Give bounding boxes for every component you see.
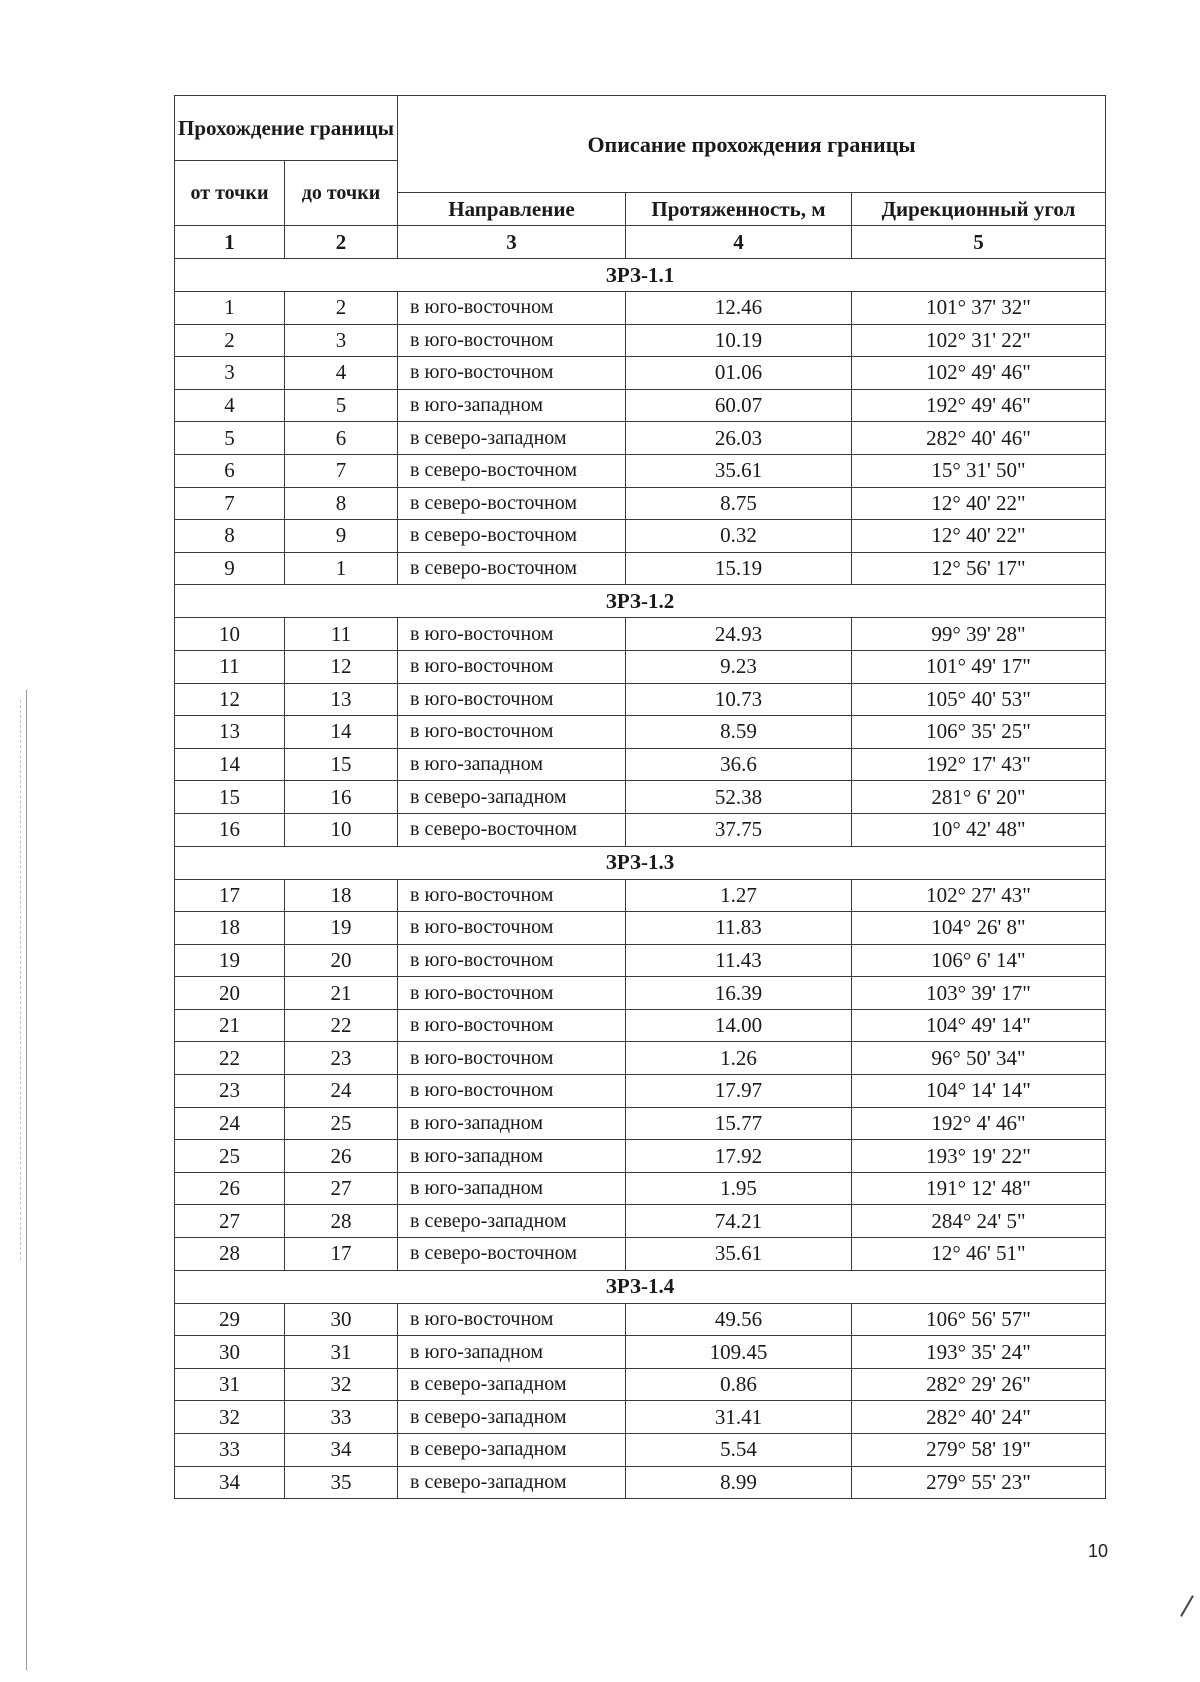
direction-cell: в юго-восточном — [398, 977, 626, 1010]
angle-cell: 284° 24' 5" — [852, 1205, 1106, 1238]
angle-cell: 282° 40' 24" — [852, 1401, 1106, 1434]
point-to-cell: 20 — [285, 944, 398, 977]
angle-cell: 191° 12' 48" — [852, 1172, 1106, 1205]
table-row — [175, 487, 1106, 520]
section-title: ЗРЗ-1.4 — [175, 1270, 1106, 1303]
column-number: 2 — [285, 226, 398, 259]
angle-cell: 12° 46' 51" — [852, 1238, 1106, 1271]
point-to-cell: 30 — [285, 1303, 398, 1336]
direction-cell: в северо-западном — [398, 1434, 626, 1467]
length-cell: 15.19 — [626, 552, 852, 585]
table-row — [175, 944, 1106, 977]
point-to-cell: 33 — [285, 1401, 398, 1434]
angle-cell: 106° 35' 25" — [852, 716, 1106, 749]
direction-cell: в юго-западном — [398, 1336, 626, 1369]
direction-cell: в северо-западном — [398, 1205, 626, 1238]
length-cell: 37.75 — [626, 813, 852, 846]
length-cell: 5.54 — [626, 1434, 852, 1467]
point-from-cell: 14 — [175, 748, 285, 781]
angle-cell: 101° 49' 17" — [852, 650, 1106, 683]
table-row — [175, 1009, 1106, 1042]
direction-cell: в юго-западном — [398, 1172, 626, 1205]
angle-cell: 12° 56' 17" — [852, 552, 1106, 585]
table-row — [175, 357, 1106, 390]
direction-cell: в северо-западном — [398, 422, 626, 455]
header-length: Протяженность, м — [626, 193, 852, 226]
length-cell: 60.07 — [626, 389, 852, 422]
point-to-cell: 17 — [285, 1238, 398, 1271]
table-row — [175, 454, 1106, 487]
point-from-cell: 11 — [175, 650, 285, 683]
length-cell: 26.03 — [626, 422, 852, 455]
direction-cell: в юго-восточном — [398, 1303, 626, 1336]
table-row — [175, 912, 1106, 945]
direction-cell: в северо-восточном — [398, 1238, 626, 1271]
direction-cell: в северо-восточном — [398, 552, 626, 585]
direction-cell: в юго-восточном — [398, 879, 626, 912]
direction-cell: в северо-западном — [398, 1368, 626, 1401]
point-to-cell: 25 — [285, 1107, 398, 1140]
direction-cell: в юго-восточном — [398, 1009, 626, 1042]
angle-cell: 193° 35' 24" — [852, 1336, 1106, 1369]
scan-mark — [1180, 1595, 1194, 1617]
column-number: 3 — [398, 226, 626, 259]
point-from-cell: 22 — [175, 1042, 285, 1075]
direction-cell: в юго-западном — [398, 1140, 626, 1173]
point-to-cell: 4 — [285, 357, 398, 390]
section-title: ЗРЗ-1.1 — [175, 259, 1106, 292]
length-cell: 1.95 — [626, 1172, 852, 1205]
table-row — [175, 1042, 1106, 1075]
direction-cell: в северо-восточном — [398, 487, 626, 520]
point-to-cell: 1 — [285, 552, 398, 585]
column-number-row — [175, 226, 1106, 259]
table-row — [175, 650, 1106, 683]
table-row — [175, 716, 1106, 749]
angle-cell: 102° 31' 22" — [852, 324, 1106, 357]
point-to-cell: 27 — [285, 1172, 398, 1205]
section-title: ЗРЗ-1.2 — [175, 585, 1106, 618]
length-cell: 35.61 — [626, 454, 852, 487]
table-row — [175, 813, 1106, 846]
table-body — [175, 259, 1106, 1499]
point-from-cell: 15 — [175, 781, 285, 814]
angle-cell: 279° 55' 23" — [852, 1466, 1106, 1499]
section-row — [175, 846, 1106, 879]
angle-cell: 192° 4' 46" — [852, 1107, 1106, 1140]
header-description: Описание прохождения границы — [398, 96, 1106, 193]
length-cell: 31.41 — [626, 1401, 852, 1434]
table-row — [175, 552, 1106, 585]
table-row — [175, 1336, 1106, 1369]
point-to-cell: 21 — [285, 977, 398, 1010]
point-to-cell: 16 — [285, 781, 398, 814]
direction-cell: в юго-восточном — [398, 912, 626, 945]
length-cell: 16.39 — [626, 977, 852, 1010]
angle-cell: 279° 58' 19" — [852, 1434, 1106, 1467]
header-to-point: до точки — [285, 161, 398, 226]
direction-cell: в северо-восточном — [398, 454, 626, 487]
point-from-cell: 27 — [175, 1205, 285, 1238]
column-number: 5 — [852, 226, 1106, 259]
table-row — [175, 1368, 1106, 1401]
angle-cell: 192° 17' 43" — [852, 748, 1106, 781]
angle-cell: 282° 29' 26" — [852, 1368, 1106, 1401]
header-from-point: от точки — [175, 161, 285, 226]
length-cell: 11.83 — [626, 912, 852, 945]
length-cell: 8.59 — [626, 716, 852, 749]
point-from-cell: 30 — [175, 1336, 285, 1369]
angle-cell: 106° 6' 14" — [852, 944, 1106, 977]
table-row — [175, 422, 1106, 455]
length-cell: 12.46 — [626, 292, 852, 325]
point-from-cell: 24 — [175, 1107, 285, 1140]
direction-cell: в северо-западном — [398, 1401, 626, 1434]
table-row — [175, 292, 1106, 325]
point-from-cell: 20 — [175, 977, 285, 1010]
direction-cell: в юго-восточном — [398, 944, 626, 977]
point-from-cell: 9 — [175, 552, 285, 585]
table-row — [175, 1075, 1106, 1108]
point-from-cell: 31 — [175, 1368, 285, 1401]
scan-margin-line — [26, 690, 27, 1670]
table-row — [175, 520, 1106, 553]
point-from-cell: 6 — [175, 454, 285, 487]
length-cell: 35.61 — [626, 1238, 852, 1271]
table-row — [175, 618, 1106, 651]
point-to-cell: 22 — [285, 1009, 398, 1042]
point-from-cell: 3 — [175, 357, 285, 390]
point-from-cell: 33 — [175, 1434, 285, 1467]
point-to-cell: 7 — [285, 454, 398, 487]
point-to-cell: 23 — [285, 1042, 398, 1075]
point-to-cell: 13 — [285, 683, 398, 716]
column-number: 1 — [175, 226, 285, 259]
point-from-cell: 25 — [175, 1140, 285, 1173]
table-row — [175, 1401, 1106, 1434]
header-direction: Направление — [398, 193, 626, 226]
point-from-cell: 8 — [175, 520, 285, 553]
direction-cell: в юго-западном — [398, 389, 626, 422]
direction-cell: в юго-восточном — [398, 292, 626, 325]
length-cell: 24.93 — [626, 618, 852, 651]
point-from-cell: 4 — [175, 389, 285, 422]
table-row — [175, 1140, 1106, 1173]
angle-cell: 102° 49' 46" — [852, 357, 1106, 390]
point-from-cell: 29 — [175, 1303, 285, 1336]
scan-margin-dash — [20, 700, 21, 1260]
direction-cell: в юго-восточном — [398, 324, 626, 357]
direction-cell: в северо-западном — [398, 781, 626, 814]
point-from-cell: 18 — [175, 912, 285, 945]
length-cell: 36.6 — [626, 748, 852, 781]
length-cell: 10.19 — [626, 324, 852, 357]
point-from-cell: 19 — [175, 944, 285, 977]
point-from-cell: 17 — [175, 879, 285, 912]
section-row — [175, 259, 1106, 292]
table-row — [175, 324, 1106, 357]
direction-cell: в юго-западном — [398, 1107, 626, 1140]
point-from-cell: 26 — [175, 1172, 285, 1205]
direction-cell: в юго-западном — [398, 748, 626, 781]
point-to-cell: 35 — [285, 1466, 398, 1499]
point-to-cell: 8 — [285, 487, 398, 520]
point-to-cell: 2 — [285, 292, 398, 325]
point-to-cell: 3 — [285, 324, 398, 357]
table-row — [175, 977, 1106, 1010]
angle-cell: 102° 27' 43" — [852, 879, 1106, 912]
length-cell: 8.75 — [626, 487, 852, 520]
point-to-cell: 6 — [285, 422, 398, 455]
length-cell: 11.43 — [626, 944, 852, 977]
angle-cell: 106° 56' 57" — [852, 1303, 1106, 1336]
header-boundary-passage: Прохождение границы — [175, 96, 398, 161]
angle-cell: 105° 40' 53" — [852, 683, 1106, 716]
direction-cell: в юго-восточном — [398, 650, 626, 683]
point-to-cell: 31 — [285, 1336, 398, 1369]
point-to-cell: 24 — [285, 1075, 398, 1108]
table-row — [175, 1466, 1106, 1499]
direction-cell: в юго-восточном — [398, 1042, 626, 1075]
point-from-cell: 32 — [175, 1401, 285, 1434]
table-row — [175, 389, 1106, 422]
length-cell: 49.56 — [626, 1303, 852, 1336]
point-from-cell: 23 — [175, 1075, 285, 1108]
angle-cell: 12° 40' 22" — [852, 520, 1106, 553]
length-cell: 8.99 — [626, 1466, 852, 1499]
direction-cell: в юго-восточном — [398, 716, 626, 749]
table-row — [175, 1434, 1106, 1467]
section-title: ЗРЗ-1.3 — [175, 846, 1106, 879]
length-cell: 14.00 — [626, 1009, 852, 1042]
direction-cell: в юго-восточном — [398, 357, 626, 390]
angle-cell: 15° 31' 50" — [852, 454, 1106, 487]
point-to-cell: 11 — [285, 618, 398, 651]
column-number: 4 — [626, 226, 852, 259]
point-to-cell: 28 — [285, 1205, 398, 1238]
table-row — [175, 748, 1106, 781]
point-to-cell: 19 — [285, 912, 398, 945]
point-to-cell: 12 — [285, 650, 398, 683]
table-row — [175, 1303, 1106, 1336]
angle-cell: 282° 40' 46" — [852, 422, 1106, 455]
section-row — [175, 585, 1106, 618]
angle-cell: 193° 19' 22" — [852, 1140, 1106, 1173]
point-to-cell: 18 — [285, 879, 398, 912]
angle-cell: 10° 42' 48" — [852, 813, 1106, 846]
point-from-cell: 21 — [175, 1009, 285, 1042]
angle-cell: 101° 37' 32" — [852, 292, 1106, 325]
point-to-cell: 15 — [285, 748, 398, 781]
point-from-cell: 1 — [175, 292, 285, 325]
direction-cell: в юго-восточном — [398, 683, 626, 716]
table-row — [175, 1205, 1106, 1238]
point-to-cell: 26 — [285, 1140, 398, 1173]
angle-cell: 12° 40' 22" — [852, 487, 1106, 520]
table-row — [175, 1238, 1106, 1271]
length-cell: 52.38 — [626, 781, 852, 814]
direction-cell: в северо-западном — [398, 1466, 626, 1499]
point-from-cell: 10 — [175, 618, 285, 651]
table-row — [175, 683, 1106, 716]
angle-cell: 103° 39' 17" — [852, 977, 1106, 1010]
point-from-cell: 28 — [175, 1238, 285, 1271]
angle-cell: 104° 26' 8" — [852, 912, 1106, 945]
direction-cell: в северо-восточном — [398, 520, 626, 553]
length-cell: 10.73 — [626, 683, 852, 716]
point-from-cell: 2 — [175, 324, 285, 357]
point-from-cell: 16 — [175, 813, 285, 846]
direction-cell: в юго-восточном — [398, 1075, 626, 1108]
angle-cell: 281° 6' 20" — [852, 781, 1106, 814]
section-row — [175, 1270, 1106, 1303]
point-to-cell: 5 — [285, 389, 398, 422]
length-cell: 15.77 — [626, 1107, 852, 1140]
point-from-cell: 7 — [175, 487, 285, 520]
direction-cell: в юго-восточном — [398, 618, 626, 651]
table-row — [175, 1172, 1106, 1205]
angle-cell: 104° 14' 14" — [852, 1075, 1106, 1108]
point-to-cell: 14 — [285, 716, 398, 749]
length-cell: 9.23 — [626, 650, 852, 683]
point-to-cell: 32 — [285, 1368, 398, 1401]
table-header — [175, 96, 1106, 259]
table-row — [175, 1107, 1106, 1140]
direction-cell: в северо-восточном — [398, 813, 626, 846]
point-from-cell: 12 — [175, 683, 285, 716]
point-from-cell: 34 — [175, 1466, 285, 1499]
length-cell: 17.97 — [626, 1075, 852, 1108]
length-cell: 1.26 — [626, 1042, 852, 1075]
boundary-table — [174, 95, 1106, 1499]
length-cell: 109.45 — [626, 1336, 852, 1369]
length-cell: 74.21 — [626, 1205, 852, 1238]
table-row — [175, 879, 1106, 912]
point-to-cell: 34 — [285, 1434, 398, 1467]
point-to-cell: 9 — [285, 520, 398, 553]
angle-cell: 104° 49' 14" — [852, 1009, 1106, 1042]
point-to-cell: 10 — [285, 813, 398, 846]
length-cell: 0.86 — [626, 1368, 852, 1401]
point-from-cell: 13 — [175, 716, 285, 749]
length-cell: 0.32 — [626, 520, 852, 553]
angle-cell: 99° 39' 28" — [852, 618, 1106, 651]
point-from-cell: 5 — [175, 422, 285, 455]
page-number: 10 — [1088, 1541, 1109, 1561]
angle-cell: 96° 50' 34" — [852, 1042, 1106, 1075]
length-cell: 17.92 — [626, 1140, 852, 1173]
header-angle: Дирекционный угол — [852, 193, 1106, 226]
length-cell: 01.06 — [626, 357, 852, 390]
angle-cell: 192° 49' 46" — [852, 389, 1106, 422]
table-row — [175, 781, 1106, 814]
length-cell: 1.27 — [626, 879, 852, 912]
